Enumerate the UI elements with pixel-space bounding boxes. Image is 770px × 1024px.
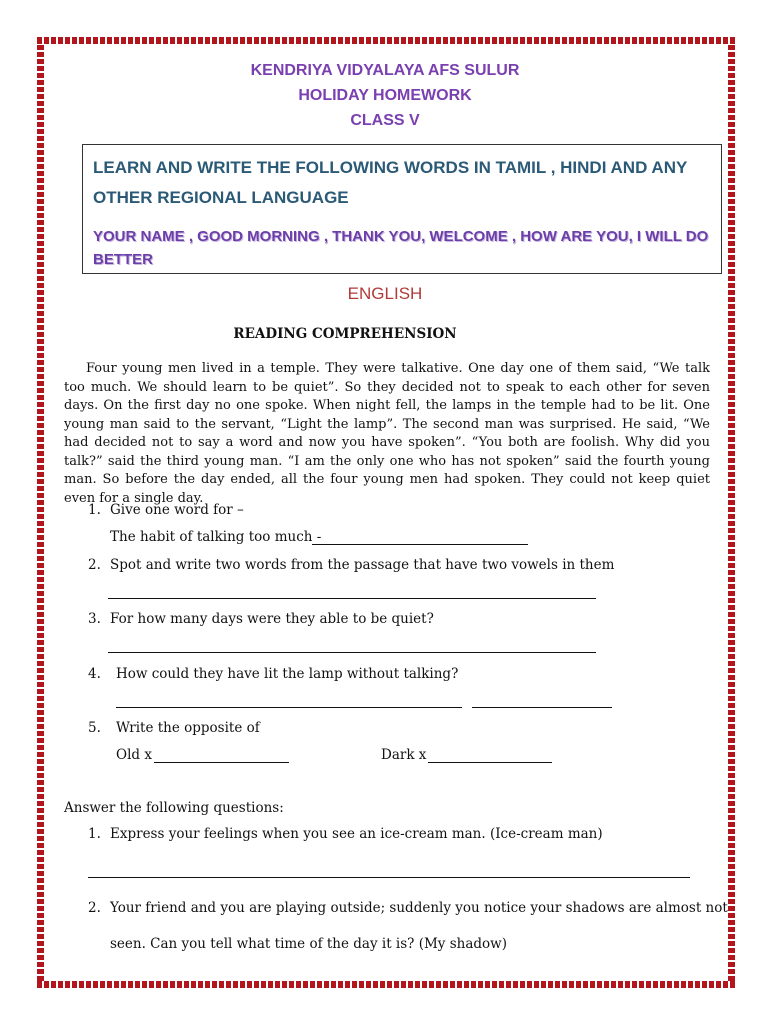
answer-section-heading: Answer the following questions: xyxy=(64,800,284,816)
answer-question-2-number: 2. xyxy=(88,900,101,916)
question-4-number: 4. xyxy=(88,666,101,682)
question-4-text: How could they have lit the lamp without talking? xyxy=(116,666,459,682)
answer-question-2-text-line-1: Your friend and you are playing outside; suddenly you notice your shadows are almost not xyxy=(110,900,728,916)
language-task-box xyxy=(82,144,722,274)
question-2-text: Spot and write two words from the passage that have two vowels in them xyxy=(110,557,615,573)
question-1-sub-text: The habit of talking too much - xyxy=(110,529,322,545)
answer-question-1-text: Express your feelings when you see an ice-cream man. (Ice-cream man) xyxy=(110,826,603,842)
question-1-answer-line[interactable] xyxy=(312,544,528,545)
school-name: KENDRIYA VIDYALAYA AFS SULUR xyxy=(250,62,520,79)
question-3-text: For how many days were they able to be quiet? xyxy=(110,611,434,627)
question-2-answer-line[interactable] xyxy=(108,598,596,599)
answer-question-1-number: 1. xyxy=(88,826,101,842)
language-task-words: YOUR NAME , GOOD MORNING , THANK YOU, WELCOME , HOW ARE YOU, I WILL DO BETTER xyxy=(93,228,709,268)
question-3-answer-line[interactable] xyxy=(108,652,596,653)
question-4-answer-line-1[interactable] xyxy=(116,707,462,708)
subject-heading: ENGLISH xyxy=(347,284,423,303)
opposite-old-label: Old x xyxy=(116,747,152,763)
language-task-instruction: LEARN AND WRITE THE FOLLOWING WORDS IN TAMIL , HINDI AND ANY OTHER REGIONAL LANGUAGE xyxy=(93,158,688,207)
question-1-number: 1. xyxy=(88,502,101,518)
opposite-dark-label: Dark x xyxy=(381,747,427,763)
question-5-number: 5. xyxy=(88,720,101,736)
question-3-number: 3. xyxy=(88,611,101,627)
reading-comprehension-heading: READING COMPREHENSION xyxy=(233,326,457,342)
opposite-old-answer-line[interactable] xyxy=(154,762,289,763)
question-5-text: Write the opposite of xyxy=(116,720,260,736)
reading-passage: Four young men lived in a temple. They were talkative. One day one of them said, “We talk too much. We should learn to be quiet”. So they decided not to speak to each other for seven days. On the first day no one spoke. When night fell, the lamps in the temple had to be lit. One young man said to the servant, “Light the lamp”. The second man was surprised. He said, “We had decided not to say a word and now you have spoken”. “You both are foolish. Why did you talk?” said the third young man. “I am the only one who has not spoken” said the fourth young man. So before the day ended, all the four young men had spoken. They could not keep quiet even for a single day. xyxy=(64,361,710,506)
homework-title: HOLIDAY HOMEWORK xyxy=(298,87,472,104)
opposite-dark-answer-line[interactable] xyxy=(428,762,552,763)
question-1-text: Give one word for – xyxy=(110,502,244,518)
class-title: CLASS V xyxy=(350,112,420,129)
question-2-number: 2. xyxy=(88,557,101,573)
answer-question-2-text-line-2: seen. Can you tell what time of the day it is? (My shadow) xyxy=(110,936,507,952)
answer-question-1-line[interactable] xyxy=(88,877,690,878)
question-4-answer-line-2[interactable] xyxy=(472,707,612,708)
